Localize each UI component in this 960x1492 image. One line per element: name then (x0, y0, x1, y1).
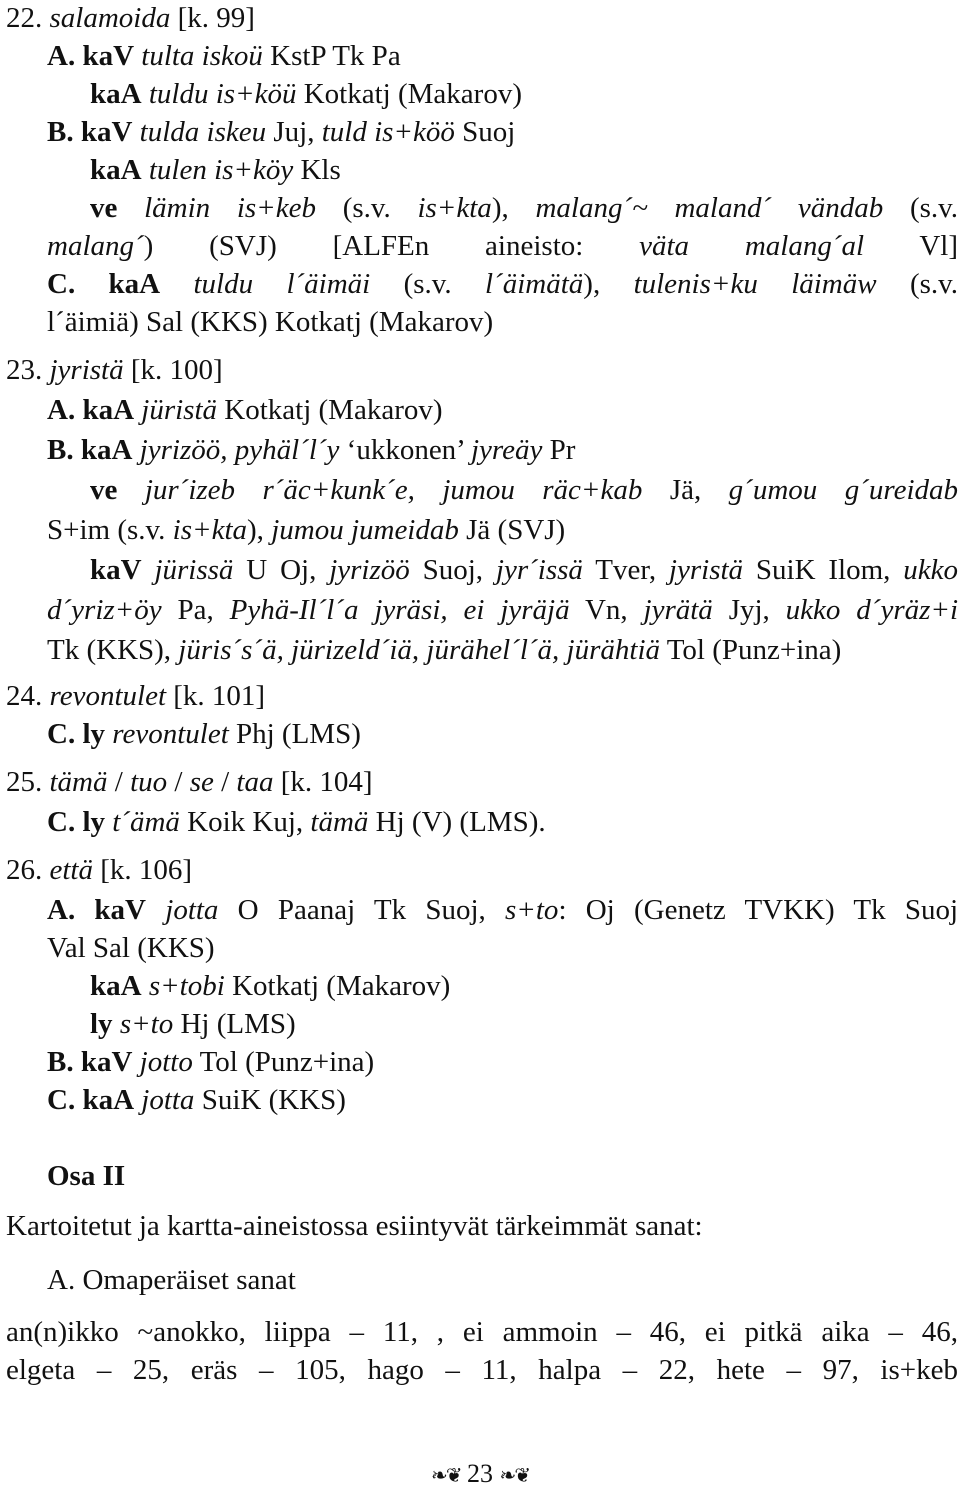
entry-line: kaA s+tobi Kotkatj (Makarov) (90, 970, 451, 1002)
entry-line: A. kaV jotta O Paanaj Tk Suoj, s+to: Oj (Genetz TVKK) Tk Suoj (47, 894, 959, 926)
entry-25-heading: 25. tämä / tuo / se / taa [k. 104] (6, 766, 373, 798)
ornament-right-icon: ❧❦ (499, 1463, 530, 1487)
entry-line: C. kaA tuldu l´äimäi (s.v. l´äimätä), tulenis+ku läimäw (s.v. (47, 268, 959, 300)
section-intro: Kartoitetut ja kartta-aineistossa esiintyvät tärkeimmät sanat: (6, 1210, 703, 1242)
section-heading: Osa II (47, 1160, 126, 1192)
entry-22-heading: 22. salamoida [k. 99] (6, 2, 255, 34)
entry-line: B. kaV jotto Tol (Punz+ina) (47, 1046, 375, 1078)
entry-23-heading: 23. jyristä [k. 100] (6, 354, 223, 386)
entry-line: ly s+to Hj (LMS) (90, 1008, 296, 1040)
entry-line: kaA tulen is+köy Kls (90, 154, 341, 186)
page-footer (0, 1458, 960, 1491)
entry-line: ve jur´izeb r´äc+kunk´e, jumou räc+kab Jä, g´umou g´ureidab (90, 474, 959, 506)
entry-line: B. kaV tulda iskeu Juj, tuld is+köö Suoj (47, 116, 516, 148)
entry-line: Val Sal (KKS) (47, 932, 215, 964)
entry-line: Tk (KKS), jüris´s´ä, jürizeld´iä, jürähel´l´ä, jürähtiä Tol (Punz+ina) (47, 634, 842, 666)
entry-line: C. ly t´ämä Koik Kuj, tämä Hj (V) (LMS). (47, 806, 546, 838)
entry-line: C. kaA jotta SuiK (KKS) (47, 1084, 346, 1116)
page-number: 23 (467, 1459, 493, 1488)
entry-26-heading: 26. että [k. 106] (6, 854, 193, 886)
entry-line: kaA tuldu is+köü Kotkatj (Makarov) (90, 78, 522, 110)
entry-line: A. kaV tulta iskoü KstP Tk Pa (47, 40, 401, 72)
word-list-line: an(n)ikko ~anokko, liippa – 11, , ei ammoin – 46, ei pitkä aika – 46, (6, 1316, 958, 1348)
entry-line: B. kaA jyrizöö, pyhäl´l´y ‘ukkonen’ jyreäy Pr (47, 434, 576, 466)
entry-line: d´yriz+öy Pa, Pyhä-Il´l´a jyräsi, ei jyräjä Vn, jyrätä Jyj, ukko d´yräz+i (47, 594, 959, 626)
entry-line: kaV jürissä U Oj, jyrizöö Suoj, jyr´issä Tver, jyristä SuiK Ilom, ukko (90, 554, 959, 586)
section-subheading: A. Omaperäiset sanat (47, 1264, 296, 1296)
entry-line: ve lämin is+keb (s.v. is+kta), malang´~ maland´ vändab (s.v. (90, 192, 958, 224)
ornament-left-icon: ❧❦ (430, 1463, 461, 1487)
entry-line: C. ly revontulet Phj (LMS) (47, 718, 361, 750)
entry-line: S+im (s.v. is+kta), jumou jumeidab Jä (SVJ) (47, 514, 566, 546)
word-list-line: elgeta – 25, eräs – 105, hago – 11, halpa – 22, hete – 97, is+keb (6, 1354, 958, 1386)
entry-line: malang´) (SVJ) [ALFEn aineisto: väta malang´al Vl] (47, 230, 958, 262)
entry-line: l´äimiä) Sal (KKS) Kotkatj (Makarov) (47, 306, 494, 338)
entry-24-heading: 24. revontulet [k. 101] (6, 680, 266, 712)
entry-line: A. kaA jüristä Kotkatj (Makarov) (47, 394, 443, 426)
